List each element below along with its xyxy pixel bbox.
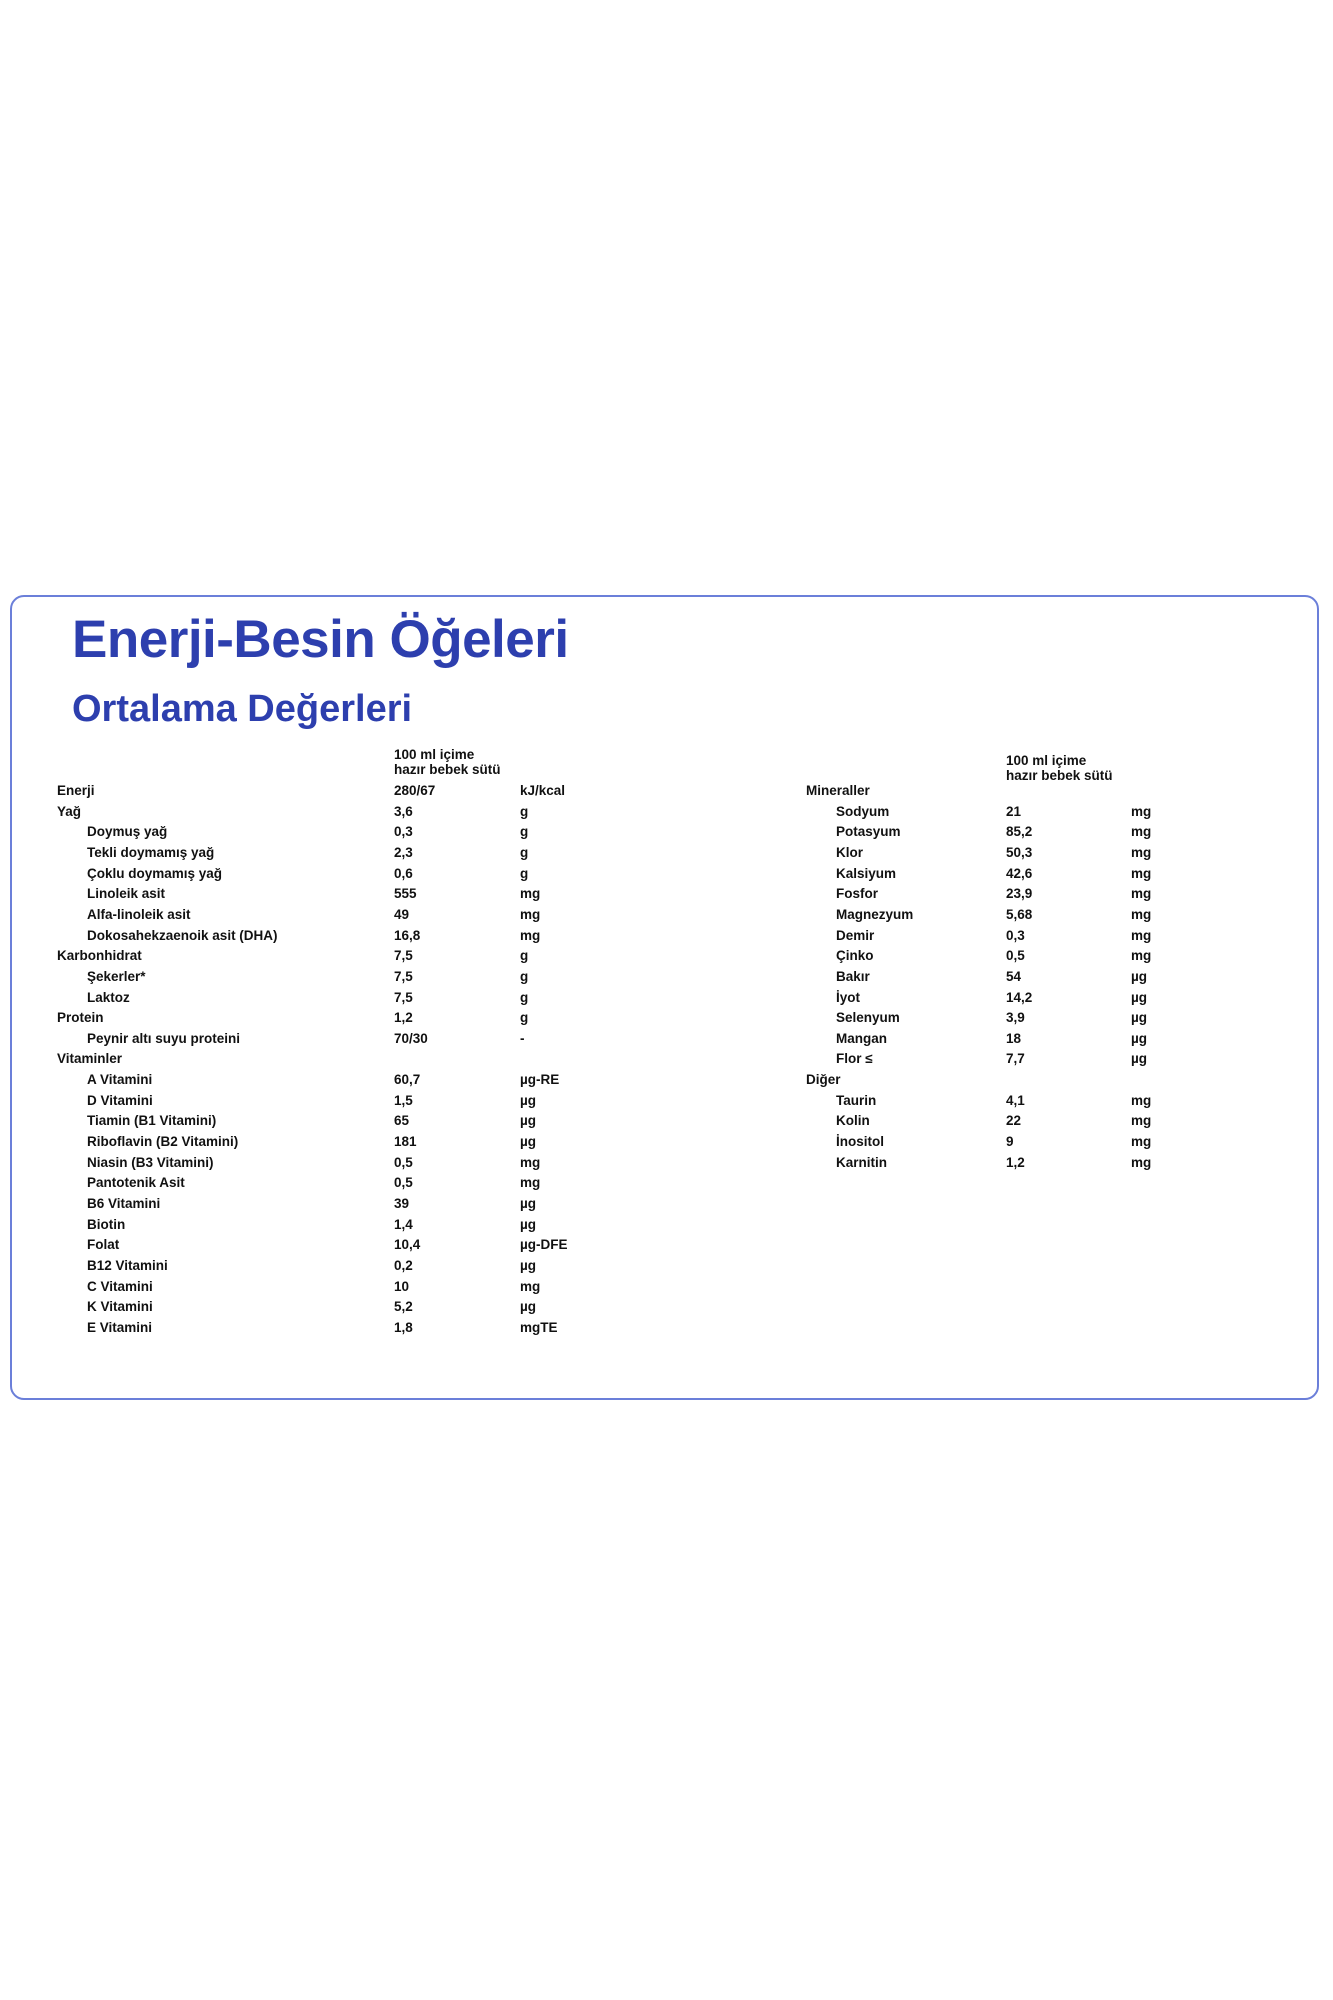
left-header-line1: 100 ml içime bbox=[394, 747, 475, 762]
nutrient-unit: g bbox=[520, 844, 529, 860]
nutrient-name: Doymuş yağ bbox=[87, 824, 168, 840]
nutrient-value: 10 bbox=[394, 1278, 410, 1294]
nutrient-unit: µg bbox=[1131, 1051, 1148, 1067]
nutrient-unit: µg-RE bbox=[520, 1072, 560, 1088]
nutrient-unit: µg bbox=[520, 1134, 537, 1150]
nutrient-value: 0,6 bbox=[394, 865, 413, 881]
nutrient-value: 1,5 bbox=[394, 1092, 413, 1108]
nutrient-value: 5,2 bbox=[394, 1299, 413, 1315]
nutrient-name: Vitaminler bbox=[57, 1051, 123, 1067]
right-header-line1: 100 ml içime bbox=[1006, 753, 1087, 768]
nutrient-unit: mg bbox=[1131, 1113, 1152, 1129]
nutrient-value: 85,2 bbox=[1006, 824, 1033, 840]
nutrient-unit: µg bbox=[520, 1299, 537, 1315]
nutrient-value: 16,8 bbox=[394, 927, 421, 943]
nutrient-name: Kolin bbox=[836, 1113, 870, 1129]
right-column-header bbox=[1006, 753, 1113, 783]
nutrient-unit: µg bbox=[1131, 1030, 1148, 1046]
nutrient-name: Peynir altı suyu proteini bbox=[87, 1030, 241, 1046]
nutrient-unit: g bbox=[520, 865, 529, 881]
nutrient-value: 7,5 bbox=[394, 968, 413, 984]
nutrient-name: Tiamin (B1 Vitamini) bbox=[87, 1113, 217, 1129]
nutrient-name: Çoklu doymamış yağ bbox=[87, 865, 223, 881]
nutrient-name: Karbonhidrat bbox=[57, 948, 142, 964]
nutrient-value: 0,3 bbox=[394, 824, 413, 840]
nutrient-unit: mg bbox=[520, 906, 541, 922]
nutrient-unit: mg bbox=[1131, 1134, 1152, 1150]
nutrient-value: 7,7 bbox=[1006, 1051, 1025, 1067]
nutrient-unit: mgTE bbox=[520, 1319, 558, 1335]
nutrient-name: Yağ bbox=[57, 803, 82, 819]
nutrient-value: 555 bbox=[394, 886, 417, 902]
nutrient-value: 0,5 bbox=[394, 1175, 413, 1191]
nutrient-name: Taurin bbox=[836, 1092, 877, 1108]
nutrient-value: 9 bbox=[1006, 1134, 1014, 1150]
nutrient-unit: µg bbox=[1131, 968, 1148, 984]
nutrient-value: 2,3 bbox=[394, 844, 413, 860]
nutrient-unit: µg bbox=[520, 1113, 537, 1129]
nutrient-value: 60,7 bbox=[394, 1072, 421, 1088]
nutrient-unit: mg bbox=[1131, 824, 1152, 840]
nutrient-name: Sodyum bbox=[836, 803, 890, 819]
right-header-line2: hazır bebek sütü bbox=[1006, 768, 1113, 783]
nutrient-name: Enerji bbox=[57, 783, 95, 798]
nutrient-unit: µg bbox=[520, 1092, 537, 1108]
nutrient-unit: µg-DFE bbox=[520, 1237, 568, 1253]
nutrient-value: 3,9 bbox=[1006, 1010, 1025, 1026]
nutrient-unit: g bbox=[520, 1010, 529, 1026]
nutrient-name: D Vitamini bbox=[87, 1092, 153, 1108]
nutrient-value: 0,2 bbox=[394, 1257, 413, 1273]
nutrient-value: 42,6 bbox=[1006, 865, 1033, 881]
nutrient-name: Fosfor bbox=[836, 886, 878, 902]
nutrient-unit: mg bbox=[1131, 886, 1152, 902]
nutrient-name: B6 Vitamini bbox=[87, 1196, 161, 1211]
nutrient-name: Mineraller bbox=[806, 783, 870, 798]
nutrient-name: Şekerler* bbox=[87, 968, 146, 984]
nutrient-unit: mg bbox=[520, 886, 541, 902]
nutrient-name: Laktoz bbox=[87, 989, 130, 1005]
nutrient-value: 1,2 bbox=[394, 1010, 413, 1026]
nutrient-value: 1,4 bbox=[394, 1216, 413, 1232]
nutrient-name: Linoleik asit bbox=[87, 886, 166, 902]
nutrient-name: Mangan bbox=[836, 1030, 888, 1046]
nutrient-unit: kJ/kcal bbox=[520, 783, 566, 798]
nutrient-name: C Vitamini bbox=[87, 1278, 153, 1294]
nutrient-name: Çinko bbox=[836, 948, 874, 964]
nutrient-name: Protein bbox=[57, 1010, 104, 1026]
page-subtitle: Ortalama Değerleri bbox=[72, 688, 413, 730]
nutrient-name: Magnezyum bbox=[836, 906, 914, 922]
nutrient-value: 65 bbox=[394, 1113, 410, 1129]
nutrient-name: E Vitamini bbox=[87, 1319, 153, 1335]
nutrient-value: 0,5 bbox=[1006, 948, 1025, 964]
nutrient-value: 5,68 bbox=[1006, 906, 1033, 922]
nutrient-value: 39 bbox=[394, 1196, 410, 1211]
nutrient-unit: mg bbox=[1131, 1154, 1152, 1170]
nutrient-unit: mg bbox=[1131, 1092, 1152, 1108]
nutrient-unit: mg bbox=[1131, 844, 1152, 860]
nutrient-unit: mg bbox=[1131, 927, 1152, 943]
nutrient-value: 18 bbox=[1006, 1030, 1022, 1046]
nutrient-name: K Vitamini bbox=[87, 1299, 153, 1315]
nutrient-unit: g bbox=[520, 803, 529, 819]
nutrient-name: İnositol bbox=[836, 1134, 884, 1150]
nutrient-name: Selenyum bbox=[836, 1010, 900, 1026]
nutrient-name: B12 Vitamini bbox=[87, 1257, 168, 1273]
nutrient-value: 0,3 bbox=[1006, 927, 1025, 943]
nutrient-name: Riboflavin (B2 Vitamini) bbox=[87, 1134, 239, 1150]
nutrient-name: Klor bbox=[836, 844, 863, 860]
nutrient-unit: µg bbox=[520, 1216, 537, 1232]
nutrient-unit: - bbox=[520, 1030, 525, 1046]
nutrient-name: Flor ≤ bbox=[836, 1051, 873, 1067]
nutrient-value: 3,6 bbox=[394, 803, 413, 819]
nutrient-unit: g bbox=[520, 968, 529, 984]
nutrient-unit: g bbox=[520, 824, 529, 840]
nutrient-unit: mg bbox=[1131, 906, 1152, 922]
nutrient-unit: g bbox=[520, 948, 529, 964]
nutrient-unit: µg bbox=[1131, 1010, 1148, 1026]
nutrient-value: 50,3 bbox=[1006, 844, 1033, 860]
nutrient-name: Biotin bbox=[87, 1216, 126, 1232]
nutrient-value: 7,5 bbox=[394, 989, 413, 1005]
nutrient-unit: mg bbox=[520, 1278, 541, 1294]
nutrient-value: 22 bbox=[1006, 1113, 1022, 1129]
nutrient-value: 280/67 bbox=[394, 783, 436, 798]
nutrient-name: Kalsiyum bbox=[836, 865, 897, 881]
nutrient-name: A Vitamini bbox=[87, 1072, 153, 1088]
nutrient-unit: µg bbox=[1131, 989, 1148, 1005]
nutrient-unit: µg bbox=[520, 1196, 537, 1211]
nutrient-value: 7,5 bbox=[394, 948, 413, 964]
nutrient-unit: mg bbox=[520, 927, 541, 943]
nutrient-name: Pantotenik Asit bbox=[87, 1175, 185, 1191]
nutrient-name: Dokosahekzaenoik asit (DHA) bbox=[87, 927, 278, 943]
nutrient-name: İyot bbox=[836, 989, 861, 1005]
nutrient-unit: mg bbox=[1131, 865, 1152, 881]
nutrient-name: Folat bbox=[87, 1237, 120, 1253]
nutrient-name: Niasin (B3 Vitamini) bbox=[87, 1154, 214, 1170]
nutrient-value: 10,4 bbox=[394, 1237, 421, 1253]
nutrient-value: 49 bbox=[394, 906, 410, 922]
nutrient-unit: mg bbox=[1131, 948, 1152, 964]
nutrient-name: Alfa-linoleik asit bbox=[87, 906, 191, 922]
nutrient-name: Karnitin bbox=[836, 1154, 888, 1170]
left-header-line2: hazır bebek sütü bbox=[394, 762, 501, 777]
nutrient-name: Tekli doymamış yağ bbox=[87, 844, 215, 860]
nutrient-value: 181 bbox=[394, 1134, 417, 1150]
nutrient-unit: mg bbox=[1131, 803, 1152, 819]
nutrient-unit: g bbox=[520, 989, 529, 1005]
nutrient-value: 14,2 bbox=[1006, 989, 1033, 1005]
nutrient-value: 0,5 bbox=[394, 1154, 413, 1170]
left-column-header bbox=[394, 747, 501, 777]
nutrient-value: 21 bbox=[1006, 803, 1022, 819]
page-title: Enerji-Besin Öğeleri bbox=[72, 610, 569, 669]
nutrient-unit: mg bbox=[520, 1154, 541, 1170]
nutrient-value: 4,1 bbox=[1006, 1092, 1025, 1108]
nutrient-name: Demir bbox=[836, 927, 875, 943]
nutrient-value: 23,9 bbox=[1006, 886, 1033, 902]
nutrient-unit: µg bbox=[520, 1257, 537, 1273]
nutrient-value: 1,8 bbox=[394, 1319, 413, 1335]
nutrient-name: Potasyum bbox=[836, 824, 901, 840]
nutrient-value: 54 bbox=[1006, 968, 1022, 984]
nutrient-value: 1,2 bbox=[1006, 1154, 1025, 1170]
nutrient-name: Diğer bbox=[806, 1072, 841, 1088]
nutrient-value: 70/30 bbox=[394, 1030, 428, 1046]
nutrient-unit: mg bbox=[520, 1175, 541, 1191]
nutrient-name: Bakır bbox=[836, 968, 870, 984]
